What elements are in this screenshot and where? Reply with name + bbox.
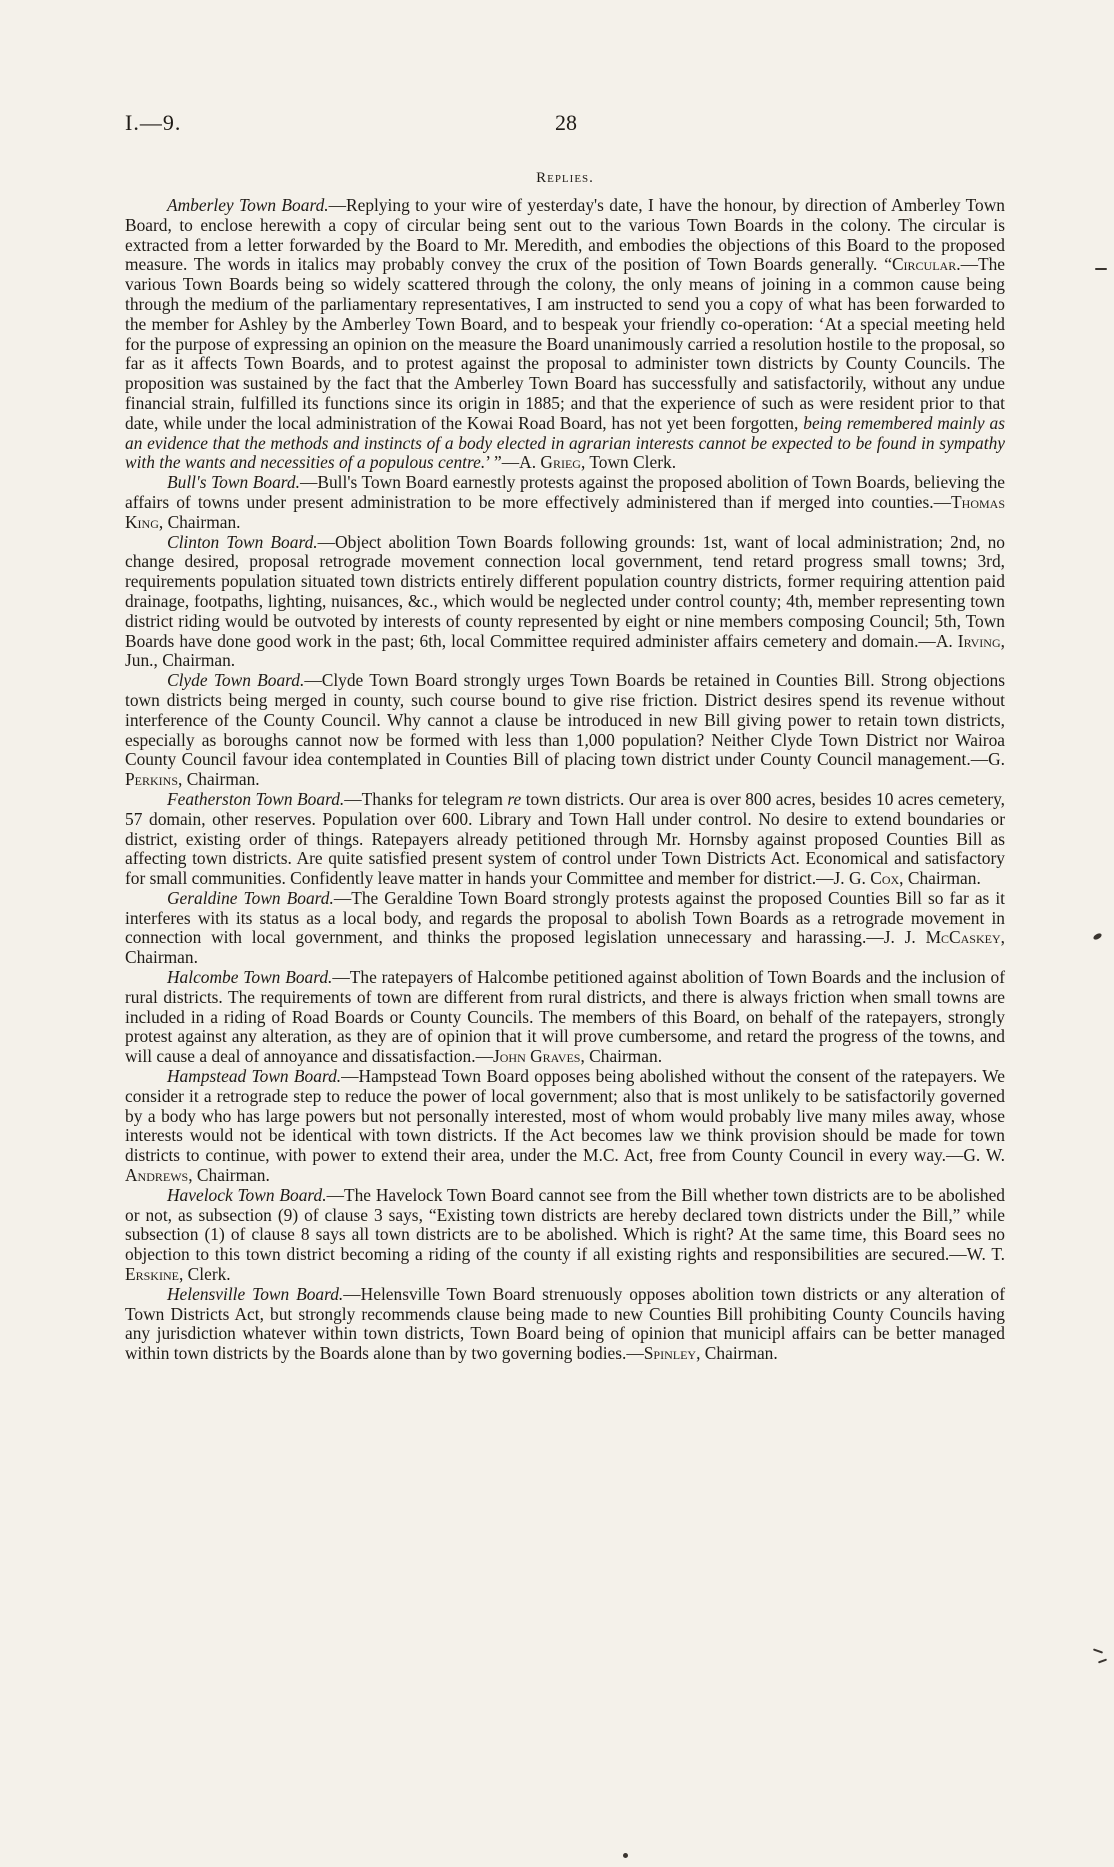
reply-text: ’ ”—A. (485, 452, 541, 473)
board-name: Geraldine Town Board. (167, 887, 334, 908)
reply-bulls (125, 473, 1005, 532)
reply-text: town districts. Our area is over 800 acres, besides 10 acres cemetery, 57 domain, other reserves. Population over 600. Library and Town Hall under control. No desire to extend boundaries or district, existing order of things. Ratepayers already petitioned through Mr. Hornsby against proposed Counties Bill as affecting town districts. Are quite satisfied present system of control under Town Districts Act. Economical and satisfactory for small communities. Confidently leave matter in hands your Committee and member for district.—J. G. (125, 788, 1006, 889)
latin-re: re (507, 788, 522, 809)
scan-mark (1093, 1648, 1103, 1653)
reply-amberley (125, 196, 1005, 473)
signatory: McCaskey (925, 927, 1001, 948)
signatory: Andrews (125, 1165, 189, 1186)
signatory-role: , Chairman. (188, 1165, 270, 1186)
reply-text: —Bull's Town Board earnestly protests against the proposed abolition of Town Boards, believing the affairs of towns under present administration to be more effectively administered than if merged into counties.— (125, 472, 1005, 512)
reply-text: —Object abolition Town Boards following grounds: 1st, want of local administration; 2nd, no change desired, proposal retrograde movement connection local government, tend retard progress small towns; 3rd, requirements population situated town districts entirely different population country districts, former requiring attention paid drainage, footpaths, lighting, nuisances, &c., which would be neglected under control county; 4th, member representing town district riding would be outvoted by interests of county represented by eight or nine members composing Council; 5th, Town Boards have done good work in the past; 6th, local Committee required administer affairs cemetery and domain.—A. (125, 531, 1005, 651)
board-name: Halcombe Town Board. (167, 967, 333, 988)
scan-mark (1095, 268, 1107, 270)
signatory-role: , Chairman. (125, 927, 1005, 968)
reply-text: —Clyde Town Board strongly urges Town Boards be retained in Counties Bill. Strong objections town districts being merged in county, such course bound to give rise friction. District desires spend its revenue without interference of the County Council. Why cannot a clause be introduced in new Bill giving power to retain town districts, especially as boroughs cannot now be formed with less than 1,000 population? Neither Clyde Town District nor Wairoa County Council favour idea contemplated in Counties Bill of placing town district under County Council management.—G. (125, 670, 1005, 770)
signatory-role: , Clerk. (178, 1264, 231, 1285)
board-name: Amberley Town Board. (167, 195, 329, 215)
section-title: Replies. (536, 170, 594, 186)
signatory: Irving (957, 630, 1001, 651)
italic-passage: being remembered mainly as an evidence that the methods and instincts of a body elected in agrarian interests cannot be expected to be found in sympathy with the wants and necessities of a populous centre. (125, 412, 1005, 473)
circular-heading: Circular. (891, 254, 961, 275)
reply-clinton (125, 533, 1005, 672)
signatory: Erskine (125, 1264, 179, 1285)
signatory: Spinley (643, 1343, 697, 1364)
reply-hampstead (125, 1067, 1005, 1186)
signatory: Perkins (125, 769, 179, 790)
scan-mark (1092, 932, 1102, 941)
signatory: Thomas King (125, 491, 1005, 532)
signatory-role: , Chairman. (580, 1046, 663, 1067)
board-name: Bull's Town Board. (167, 472, 300, 493)
signatory-role: , Jun., Chairman. (125, 630, 1005, 671)
signatory: Cox (870, 868, 900, 889)
reply-text: —The Havelock Town Board cannot see from the Bill whether town districts are to be abolished or not, as subsection (9) of clause 3 says, “Existing town districts are hereby declared town districts under the Bill,” while subsection (1) of clause 8 says all town districts are to be abolished. Which is right? At the same time, this Board sees no objection to this town district becoming a riding of the county if all existing rights and responsibilities are secured.—W. T. (125, 1184, 1005, 1265)
reply-text: —The various Town Boards being so widely scattered through the colony, the only means of joining in a common cause being through the medium of the parliamentary representatives, I am instructed to send you a copy of what has been forwarded to the member for Ashley by the Amberley Town Board, and to bespeak your friendly co-operation: ‘At a special meeting held for the purpose of expressing an opinion on the measure the Board unanimously carried a resolution hostile to the proposal, so far as it affects Town Boards, and to protest against the proposal to administer town districts by County Councils. The proposition was sustained by the fact that the Amberley Town Board has successfully and satisfactorily, without any undue financial strain, fulfilled its functions since its origin in 1885; and that the experience of such as were resident prior to that date, while under the local administration of the Kowai Road Board, has not yet been forgotten, (125, 254, 1005, 433)
reply-text: —Replying to your wire of yesterday's date, I have the honour, by direction of Amberley Town Board, to enclose herewith a copy of circular being sent out to the various Town Boards in the colony. The circular is extracted from a letter forwarded by the Board to Mr. Meredith, and embodies the objections of this Board to the proposed measure. The words in italics may probably convey the crux of the position of Town Boards generally. “ (125, 195, 1005, 275)
reply-text: —The ratepayers of Halcombe petitioned against abolition of Town Boards and the inclusion of rural districts. The requirements of town are different from rural districts, and there is always friction when small towns are included in a riding of Road Boards or County Councils. The members of this Board, on behalf of the ratepayers, strongly protest against any alteration, as they are of opinion that it will prove cumbersome, and retard the progress of the towns, and will cause a deal of annoyance and dissatisfaction.— (125, 967, 1005, 1067)
signatory-role: , Chairman. (899, 868, 981, 889)
signatory: Grieg (540, 452, 581, 473)
reply-text: —Helensville Town Board strenuously opposes abolition town districts or any alteration of Town Districts Act, but strongly recommends clause being made to new Counties Bill prohibiting County Councils having any jurisdiction whatever within town districts, Town Board being of opinion that municipl affairs can be better managed within town districts by the Boards alone than by two governing bodies.— (125, 1283, 1005, 1364)
board-name: Featherston Town Board. (167, 788, 345, 809)
replies-body (125, 196, 1005, 1364)
reply-helensville (125, 1285, 1005, 1364)
signatory-role: , Chairman. (696, 1343, 778, 1364)
scan-mark (623, 1853, 628, 1858)
signatory-role: , Town Clerk. (580, 452, 677, 473)
reply-text: —The Geraldine Town Board strongly protests against the proposed Counties Bill so far as it interferes with its status as a local body, and regards the proposal to abolish Town Boards as a retrograde movement in connection with local government, and thinks the proposed legislation unnecessary and harassing.—J. J. (125, 887, 1006, 948)
board-name: Helensville Town Board. (167, 1283, 344, 1304)
signatory: John Graves (492, 1046, 581, 1067)
board-name: Clyde Town Board. (167, 670, 305, 691)
reply-text: —Thanks for telegram (344, 788, 508, 809)
reply-halcombe (125, 968, 1005, 1067)
board-name: Clinton Town Board. (167, 531, 318, 552)
reply-geraldine (125, 889, 1005, 968)
board-name: Havelock Town Board. (167, 1184, 327, 1205)
reply-featherston (125, 790, 1005, 889)
page-header (125, 110, 1005, 140)
board-name: Hampstead Town Board. (167, 1066, 342, 1087)
scan-mark (1098, 1659, 1107, 1664)
reply-havelock (125, 1186, 1005, 1285)
reply-text: —Hampstead Town Board opposes being abolished without the consent of the ratepayers. We consider it a retrograde step to reduce the power of local government; also that is most unlikely to be satisfactorily governed by a body who has large powers but not personally interested, most of whom would probably live many miles away, whose interests would not be identical with town districts. If the Act becomes law we think provision should be made for town districts to continue, with power to extend their area, under the M.C. Act, free from County Council in every way.—G. W. (125, 1066, 1006, 1166)
document-reference: I.—9. (125, 110, 182, 135)
page-number: 28 (555, 110, 577, 135)
signatory-role: , Chairman. (178, 769, 260, 790)
reply-clyde (125, 671, 1005, 790)
signatory-role: , Chairman. (158, 511, 241, 532)
